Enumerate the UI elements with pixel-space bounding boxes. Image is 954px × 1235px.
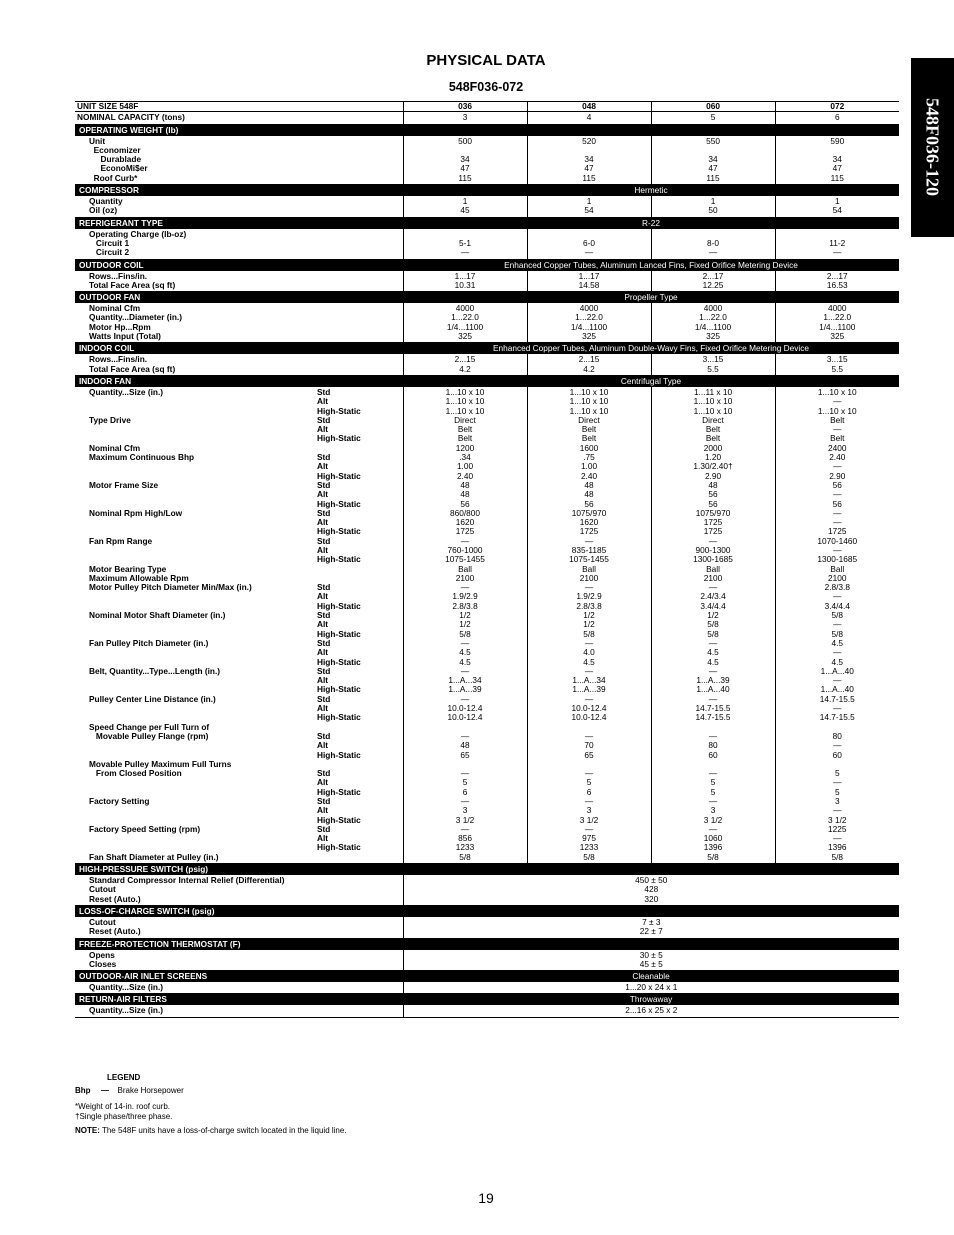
data-row [75, 387, 899, 864]
section-merged-value: Propeller Type [403, 292, 899, 304]
row-sublabels [315, 917, 403, 938]
data-row [75, 354, 899, 375]
cell: 4000 1...22.0 1/4...1100 325 [403, 303, 527, 343]
data-row [75, 875, 899, 905]
legend-dash: — [101, 1085, 110, 1095]
legend-definition: Brake Horsepower [117, 1085, 184, 1095]
cell: 1...10 x 10 1...10 x 10 1...10 x 10 Direct Belt Belt 1600 .75 1.00 2.40 48 48 56 1075/970 1620 1725 — 835-1185 1075-1455 Ball 2100 — 1.9/2.9 2.8/3.8 1/2 1/2 5/8 — 4.0 4.5 — 1...A...34 1...A...39 — 10.0-12.4 10.0-12.4 — 70 65 — 5 6 — 3 3 1/2 — 975 1233 5/8 [527, 387, 651, 864]
section-title: OUTDOOR COIL [75, 259, 403, 271]
row-labels: Operating Charge (lb-oz) Circuit 1 Circuit 2 [75, 229, 315, 259]
footnote: *Weight of 14-in. roof curb. [75, 1102, 171, 1111]
merged-value: 1...20 x 24 x 1 [403, 982, 899, 994]
physical-data-table [75, 101, 899, 1018]
section-title: OPERATING WEIGHT (lb) [75, 124, 899, 136]
row-label: NOMINAL CAPACITY (tons) [75, 112, 403, 124]
section-title: LOSS-OF-CHARGE SWITCH (psig) [75, 905, 899, 917]
cell: 1...10 x 10 1...10 x 10 1...10 x 10 Direct Belt Belt 1200 .34 1.00 2.40 48 48 56 860/800 1620 1725 — 760-1000 1075-1455 Ball 2100 — 1.9/2.9 2.8/3.8 1/2 1/2 5/8 — 4.5 4.5 — 1...A...34 1...A...39 — 10.0-12.4 10.0-12.4 — 48 65 — 5 6 — 3 3 1/2 — 856 1233 5/8 [403, 387, 527, 864]
data-row [75, 229, 899, 259]
row-labels: Quantity...Size (in.) Type Drive Nominal Cfm Maximum Continuous Bhp Motor Frame Size Nominal Rpm High/Low Fan Rpm Range Motor Bearing Type Maximum Allowable Rpm Motor Pulley Pitch Diameter Min/Max (in.) Nominal Motor Shaft Diameter (in.) Fan Pulley Pitch Diameter (in.) Belt, Quantity...Type...Length (in.) Pulley Center Line Distance (in.) Speed Change per Full Turn of Movable Pulley Flange (rpm) Movable Pulley Maximum Full Turns From Closed Position Factory Setting Factory Speed Setting (rpm) Fan Shaft Diameter at Pulley (in.) [75, 387, 315, 864]
cell: 590 34 47 115 [775, 136, 899, 185]
row-labels: Unit Economizer Durablade EconoMi$er Roof Curb* [75, 136, 315, 185]
cell: 6-0 — [527, 229, 651, 259]
row-sublabels [315, 1005, 403, 1017]
data-row [75, 196, 899, 217]
section-header-row [75, 938, 899, 950]
row-sublabels [315, 982, 403, 994]
legend [75, 1073, 347, 1136]
row-sublabels [315, 271, 403, 292]
cell: 11-2 — [775, 229, 899, 259]
section-header-row [75, 971, 899, 983]
cell: 5-1 — [403, 229, 527, 259]
row-labels: Quantity Oil (oz) [75, 196, 315, 217]
section-title: FREEZE-PROTECTION THERMOSTAT (F) [75, 938, 899, 950]
note-label: NOTE: [75, 1126, 100, 1135]
cell: 5 [651, 112, 775, 124]
merged-value: 30 ± 5 45 ± 5 [403, 950, 899, 971]
section-header-row [75, 259, 899, 271]
cell: 8-0 — [651, 229, 775, 259]
page-number: 19 [478, 1190, 494, 1206]
merged-value: 2...16 x 25 x 2 [403, 1005, 899, 1017]
merged-value: 7 ± 3 22 ± 7 [403, 917, 899, 938]
section-header-row [75, 905, 899, 917]
footnote: †Single phase/three phase. [75, 1111, 173, 1121]
row-sublabels [315, 229, 403, 259]
section-header-row [75, 217, 899, 229]
cell: 1 50 [651, 196, 775, 217]
data-row [75, 1005, 899, 1017]
section-merged-value: Enhanced Copper Tubes, Aluminum Lanced Fins, Fixed Orifice Metering Device [403, 259, 899, 271]
cell: 1 45 [403, 196, 527, 217]
row-labels: Cutout Reset (Auto.) [75, 917, 315, 938]
section-merged-value: Enhanced Copper Tubes, Aluminum Double-Wavy Fins, Fixed Orifice Metering Device [403, 343, 899, 355]
section-title: REFRIGERANT TYPE [75, 217, 403, 229]
cell: 1...11 x 10 1...10 x 10 1...10 x 10 Direct Belt Belt 2000 1.20 1.30/2.40† 2.90 48 56 56 1075/970 1725 1725 — 900-1300 1300-1685 Ball 2100 — 2.4/3.4 3.4/4.4 1/2 5/8 5/8 — 4.5 4.5 — 1...A...39 1...A...40 — 14.7-15.5 14.7-15.5 — 80 60 — 5 5 — 3 3 1/2 — 1060 1396 5/8 [651, 387, 775, 864]
row-labels: Rows...Fins/in. Total Face Area (sq ft) [75, 271, 315, 292]
section-merged-value: Hermetic [403, 185, 899, 197]
data-row [75, 303, 899, 343]
data-row [75, 271, 899, 292]
row-sublabels [315, 196, 403, 217]
side-tab-label: 548F036-120 [922, 98, 943, 196]
column-header: 048 [527, 102, 651, 112]
column-header-row [75, 102, 899, 112]
cell: 1...10 x 10 — 1...10 x 10 Belt — Belt 2400 2.40 — 2.90 56 — 56 — — 1725 1070-1460 — 1300-1685 Ball 2100 2.8/3.8 — 3.4/4.4 5/8 — 5/8 4.5 — 4.5 1...A...40 — 1...A...40 14.7-15.5 — 14.7-15.5 80 — 60 5 — 5 3 — 3 1/2 1225 — 1396 5/8 [775, 387, 899, 864]
cell: 4000 1...22.0 1/4...1100 325 [775, 303, 899, 343]
cell: 520 34 47 115 [527, 136, 651, 185]
data-row [75, 950, 899, 971]
row-labels: Nominal Cfm Quantity...Diameter (in.) Motor Hp...Rpm Watts Input (Total) [75, 303, 315, 343]
cell: 2...17 16.53 [775, 271, 899, 292]
note-text: The 548F units have a loss-of-charge switch located in the liquid line. [99, 1126, 347, 1135]
page-subtitle: 548F036-072 [448, 80, 524, 94]
cell: 3 [403, 112, 527, 124]
merged-value: 450 ± 50 428 320 [403, 875, 899, 905]
row-sublabels [315, 354, 403, 375]
column-header: 036 [403, 102, 527, 112]
cell: 1 54 [775, 196, 899, 217]
unit-size-label: UNIT SIZE 548F [75, 102, 403, 112]
row-sublabels [315, 875, 403, 905]
legend-abbr: Bhp [75, 1085, 91, 1095]
cell: 550 34 47 115 [651, 136, 775, 185]
section-header-row [75, 375, 899, 387]
cell: 4 [527, 112, 651, 124]
row-labels: Standard Compressor Internal Relief (Differential) Cutout Reset (Auto.) [75, 875, 315, 905]
side-tab [911, 58, 954, 237]
cell: 2...15 4.2 [527, 354, 651, 375]
data-row [75, 917, 899, 938]
data-row [75, 982, 899, 994]
section-merged-value: Cleanable [403, 971, 899, 983]
row-labels: Opens Closes [75, 950, 315, 971]
cell: 6 [775, 112, 899, 124]
cell: 3...15 5.5 [651, 354, 775, 375]
section-header-row [75, 343, 899, 355]
cell: 1 54 [527, 196, 651, 217]
row-labels: Quantity...Size (in.) [75, 982, 315, 994]
legend-heading: LEGEND [107, 1073, 141, 1082]
section-header-row [75, 185, 899, 197]
section-merged-value: Centrifugal Type [403, 375, 899, 387]
column-header: 060 [651, 102, 775, 112]
section-title: OUTDOOR FAN [75, 292, 403, 304]
section-title: COMPRESSOR [75, 185, 403, 197]
data-row [75, 136, 899, 185]
section-title: INDOOR FAN [75, 375, 403, 387]
row-sublabels [315, 303, 403, 343]
cell: 2...15 4.2 [403, 354, 527, 375]
section-header-row [75, 124, 899, 136]
section-merged-value: Throwaway [403, 994, 899, 1006]
page-title: PHYSICAL DATA [426, 52, 546, 69]
cell: 4000 1...22.0 1/4...1100 325 [651, 303, 775, 343]
section-header-row [75, 864, 899, 876]
cell: 3...15 5.5 [775, 354, 899, 375]
cell: 4000 1...22.0 1/4...1100 325 [527, 303, 651, 343]
section-merged-value: R-22 [403, 217, 899, 229]
column-header: 072 [775, 102, 899, 112]
row-sublabels [315, 950, 403, 971]
row-labels: Quantity...Size (in.) [75, 1005, 315, 1017]
section-title: HIGH-PRESSURE SWITCH (psig) [75, 864, 899, 876]
section-title: OUTDOOR-AIR INLET SCREENS [75, 971, 403, 983]
section-header-row [75, 292, 899, 304]
cell: 500 34 47 115 [403, 136, 527, 185]
section-header-row [75, 994, 899, 1006]
row-sublabels: Std Alt High-Static Std Alt High-Static Std Alt High-Static Std Alt High-Static Std Alt High-Static Std Alt High-Static Std Alt High-Static Std Alt High-Static Std Alt High-Static Std Alt High-Static Std Alt High-Static Std Alt High-Static Std Alt High-Static Std Alt High-Static Std Alt High-Static [315, 387, 403, 864]
cell: 2...17 12.25 [651, 271, 775, 292]
nominal-capacity-row [75, 112, 899, 124]
row-sublabels [315, 136, 403, 185]
section-title: INDOOR COIL [75, 343, 403, 355]
cell: 1...17 14.58 [527, 271, 651, 292]
row-labels: Rows...Fins/in. Total Face Area (sq ft) [75, 354, 315, 375]
section-title: RETURN-AIR FILTERS [75, 994, 403, 1006]
cell: 1...17 10.31 [403, 271, 527, 292]
